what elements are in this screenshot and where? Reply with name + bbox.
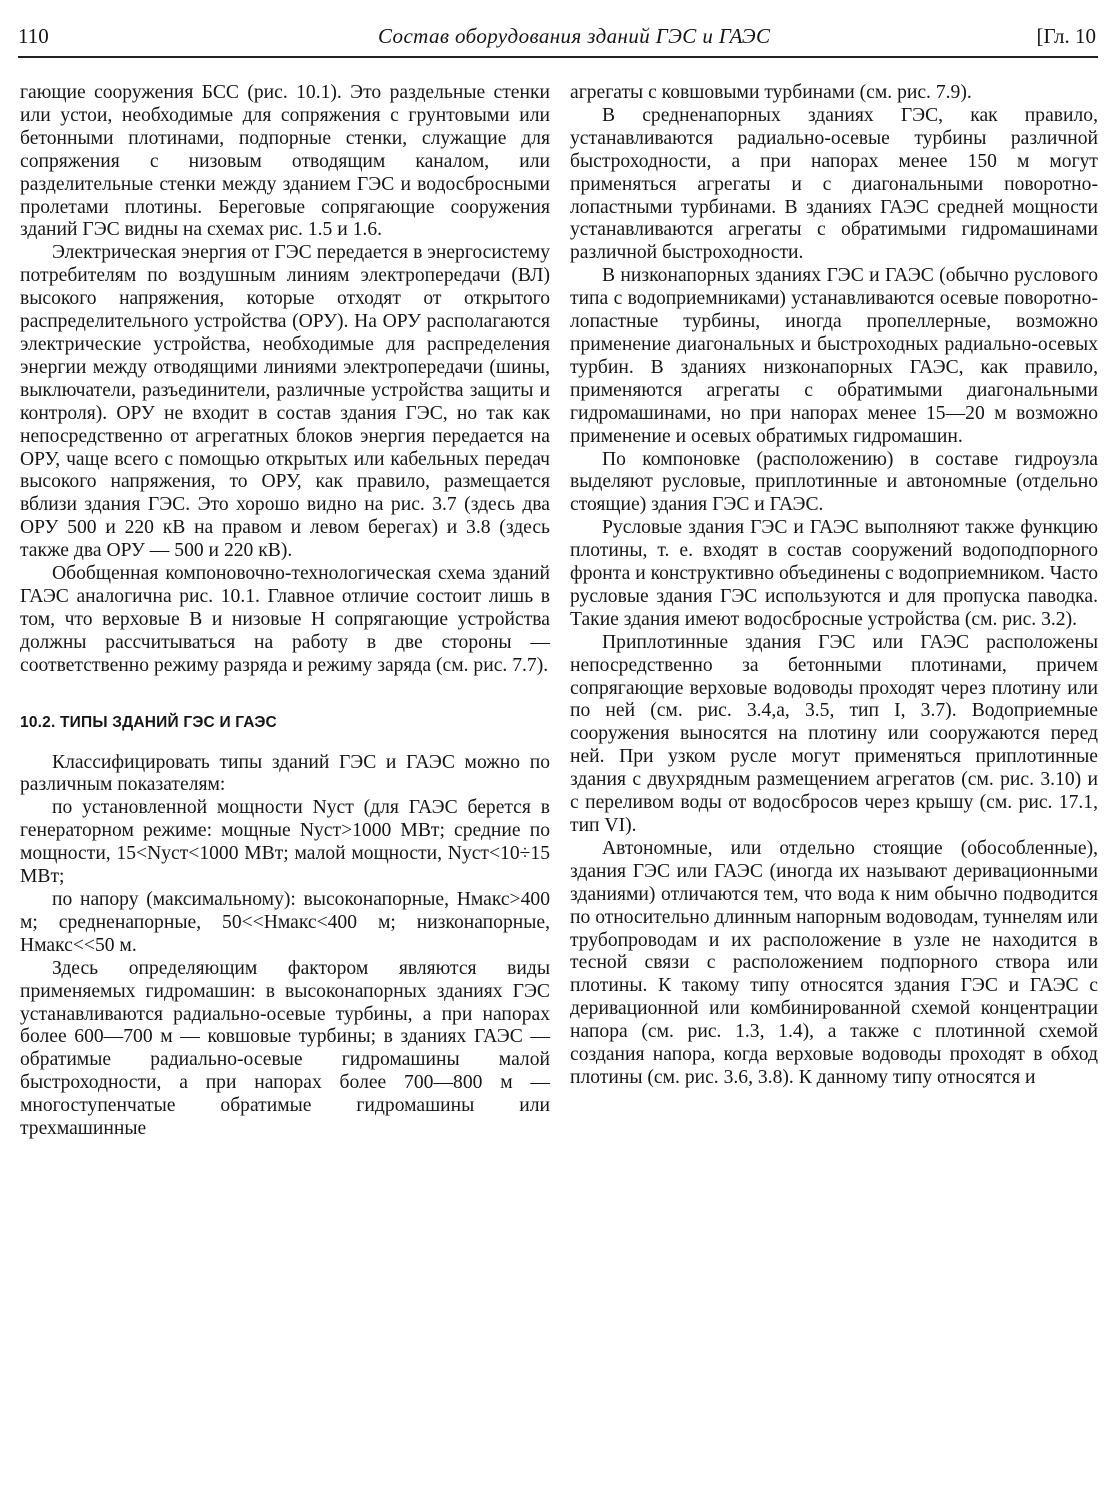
paragraph: агрегаты с ковшовыми турбинами (см. рис. 7.9).: [570, 82, 972, 103]
paragraph: гающие сооружения БСС (рис. 10.1). Это раздельные стенки или устои, необходимые для сопряжения с грунтовыми или бетонными плотинами, подпорные стенки, служащие для сопряжения с низовым отводящим каналом, или разделительные стенки между зданием ГЭС и водосбросными пролетами плотины. Береговые сопрягающие сооружения зданий ГЭС видны на схемах рис. 1.5 и 1.6.: [20, 82, 550, 241]
page-number: 110: [18, 24, 49, 48]
page-header: [18, 14, 1100, 60]
paragraph: Обобщенная компоновочно-технологическая схема зданий ГАЭС аналогична рис. 10.1. Главное отличие состоит лишь в том, что верховые В и низовые Н сопрягающие устройства должны рассчитываться на работу в две стороны — соответственно режиму разряда и режиму заряда (см. рис. 7.7).: [20, 563, 550, 676]
section-heading: 10.2. ТИПЫ ЗДАНИЙ ГЭС И ГАЭС: [20, 713, 277, 731]
header-rule: [18, 56, 1098, 58]
chapter-reference: [Гл. 10: [1036, 24, 1096, 48]
left-column: [20, 82, 550, 1141]
paragraph: Здесь определяющим фактором являются виды применяемых гидромашин: в высоконапорных зданиях ГЭС устанавливаются радиально-осевые турбины, а при напорах более 600—700 м — ковшовые турбины; в зданиях ГАЭС — обратимые радиально-осевые гидромашины малой быстроходности, а при напорах более 700—800 м — многоступенчатые обратимые гидромашины или трехмашинные: [20, 957, 550, 1140]
paragraph: по установленной мощности Nуст (для ГАЭС берется в генераторном режиме: мощные Nуст>1000 МВт; средние по мощности, 15<Nуст<1000 МВт; малой мощности, Nуст<10÷15 МВт;: [20, 797, 550, 888]
paragraph: По компоновке (расположению) в составе гидроузла выделяют русловые, приплотинные и автономные (отдельно стоящие) здания ГЭС и ГАЭС.: [570, 448, 1098, 516]
paragraph: Классифицировать типы зданий ГЭС и ГАЭС можно по различным показателям:: [20, 751, 550, 796]
paragraph: Приплотинные здания ГЭС или ГАЭС расположены непосредственно за бетонными плотинами, причем сопрягающие верховые водоводы проходят через плотину или по ней (см. рис. 3.4,а, 3.5, тип I, 3.7). Водоприемные сооружения выносятся на плотину или сооружаются перед ней. При узком русле могут применяться приплотинные здания с двухрядным размещением агрегатов (см. рис. 3.10) и с переливом воды от водосбросов через крышу (см. рис. 17.1, тип VI).: [570, 631, 1098, 836]
running-title: Состав оборудования зданий ГЭС и ГАЭС: [378, 24, 771, 48]
paragraph: Электрическая энергия от ГЭС передается в энергосистему потребителям по воздушным линиям электропередачи (ВЛ) высокого напряжения, которые отходят от открытого распределительного устройства (ОРУ). На ОРУ располагаются электрические устройства, необходимые для распределения энергии между отводящими линиями электропередачи (шины, выключатели, разъединители, различные устройства защиты и контроля). ОРУ не входит в состав здания ГЭС, но так как непосредственно от агрегатных блоков энергия передается на ОРУ, чаще всего с помощью открытых или кабельных передач высокого напряжения, то ОРУ, как правило, размещается вблизи здания ГЭС. Это хорошо видно на рис. 3.7 (здесь два ОРУ 500 и 220 кВ на правом и левом берегах) и 3.8 (здесь также два ОРУ — 500 и 220 кВ).: [20, 242, 550, 562]
paragraph: Автономные, или отдельно стоящие (обособленные), здания ГЭС или ГАЭС (иногда их называют деривационными зданиями) отличаются тем, что вода к ним обычно подводится по относительно длинным напорным водоводам, туннелям или трубопроводам и их расположение в узле не находится в тесной связи с расположением подпорного створа или плотины. К такому типу относятся здания ГЭС и ГАЭС с деривационной или комбинированной схемой концентрации напора (см. рис. 1.3, 1.4), а также с плотинной схемой создания напора, когда верховые водоводы проходят в обход плотины (см. рис. 3.6, 3.8). К данному типу относятся и: [570, 837, 1098, 1088]
paragraph: В низконапорных зданиях ГЭС и ГАЭС (обычно руслового типа с водоприемниками) устанавливаются осевые поворотно-лопастные турбины, иногда пропеллерные, возможно применение диагональных и быстроходных радиально-осевых турбин. В зданиях низконапорных ГАЭС, как правило, применяются агрегаты с обратимыми диагональными гидромашинами, но при напорах менее 15—20 м возможно применение и осевых обратимых гидромашин.: [570, 265, 1098, 447]
right-column: [570, 82, 1098, 1090]
paragraph: В средненапорных зданиях ГЭС, как правило, устанавливаются радиально-осевые турбины различной быстроходности, а при напорах менее 150 м могут применяться агрегаты и с диагональными поворотно-лопастными турбинами. В зданиях ГАЭС средней мощности устанавливаются агрегаты с обратимыми гидромашинами различной быстроходности.: [570, 104, 1098, 264]
paragraph: по напору (максимальному): высоконапорные, Hмакс>400 м; средненапорные, 50<<Hмакс<400 м; низконапорные, Hмакс<<50 м.: [20, 889, 550, 956]
paragraph: Русловые здания ГЭС и ГАЭС выполняют также функцию плотины, т. е. входят в состав сооружений водоподпорного фронта и конструктивно объединены с водоприемником. Часто русловые здания ГЭС используются и для пропуска паводка. Такие здания имеют водосбросные устройства (см. рис. 3.2).: [570, 517, 1098, 630]
